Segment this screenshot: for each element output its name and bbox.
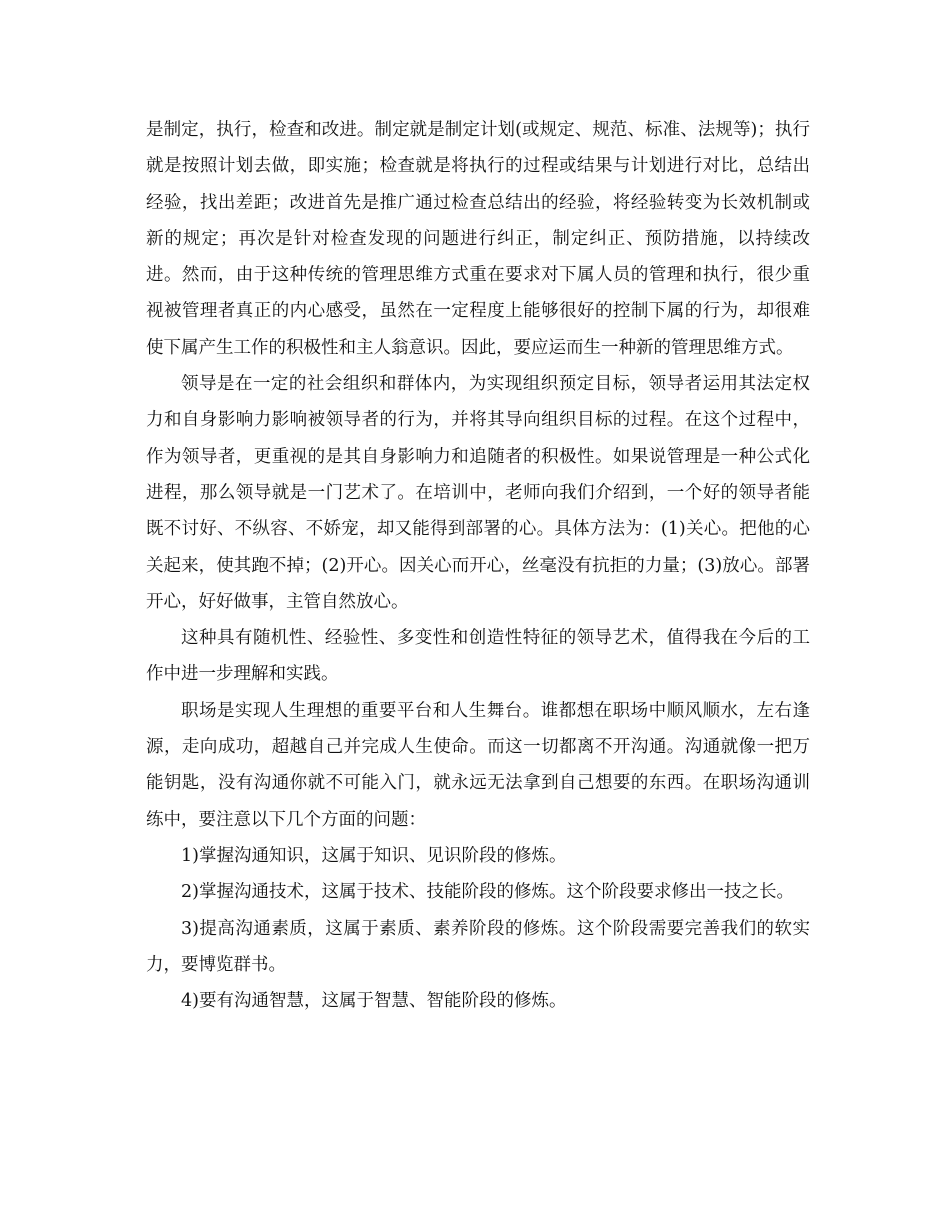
paragraph-leadership-art: 这种具有随机性、经验性、多变性和创造性特征的领导艺术，值得我在今后的工作中进一步理解和实践。	[146, 628, 810, 685]
list-item-wisdom: 4)要有沟通智慧，这属于智慧、智能阶段的修炼。	[181, 991, 567, 1012]
list-item-knowledge: 1)掌握沟通知识，这属于知识、见识阶段的修炼。	[181, 845, 567, 866]
document-body	[146, 112, 810, 1019]
list-item-quality: 3)提高沟通素质，这属于素质、素养阶段的修炼。这个阶段需要完善我们的软实力，要博览群书。	[146, 918, 810, 975]
list-item-technique: 2)掌握沟通技术，这属于技术、技能阶段的修炼。这个阶段要求修出一技之长。	[181, 882, 794, 903]
paragraph-management-cycle: 是制定，执行，检查和改进。制定就是制定计划(或规定、规范、标准、法规等)；执行就是按照计划去做，即实施；检查就是将执行的过程或结果与计划进行对比，总结出经验，找出差距；改进首先是推广通过检查总结出的经验，将经验转变为长效机制或新的规定；再次是针对检查发现的问题进行纠正，制定纠正、预防措施，以持续改进。然而，由于这种传统的管理思维方式重在要求对下属人员的管理和执行，很少重视被管理者真正的内心感受，虽然在一定程度上能够很好的控制下属的行为，却很难使下属产生工作的积极性和主人翁意识。因此，要应运而生一种新的管理思维方式。	[146, 120, 810, 358]
paragraph-leadership: 领导是在一定的社会组织和群体内，为实现组织预定目标，领导者运用其法定权力和自身影响力影响被领导者的行为，并将其导向组织目标的过程。在这个过程中，作为领导者，更重视的是其自身影响力和追随者的积极性。如果说管理是一种公式化进程，那么领导就是一门艺术了。在培训中，老师向我们介绍到，一个好的领导者能既不讨好、不纵容、不娇宠，却又能得到部署的心。具体方法为：(1)关心。把他的心关起来，使其跑不掉；(2)开心。因关心而开心，丝毫没有抗拒的力量；(3)放心。部署开心，好好做事，主管自然放心。	[146, 374, 810, 612]
paragraph-workplace-communication: 职场是实现人生理想的重要平台和人生舞台。谁都想在职场中顺风顺水，左右逢源，走向成功，超越自己并完成人生使命。而这一切都离不开沟通。沟通就像一把万能钥匙，没有沟通你就不可能入门，就永远无法拿到自己想要的东西。在职场沟通训练中，要注意以下几个方面的问题：	[146, 700, 810, 830]
